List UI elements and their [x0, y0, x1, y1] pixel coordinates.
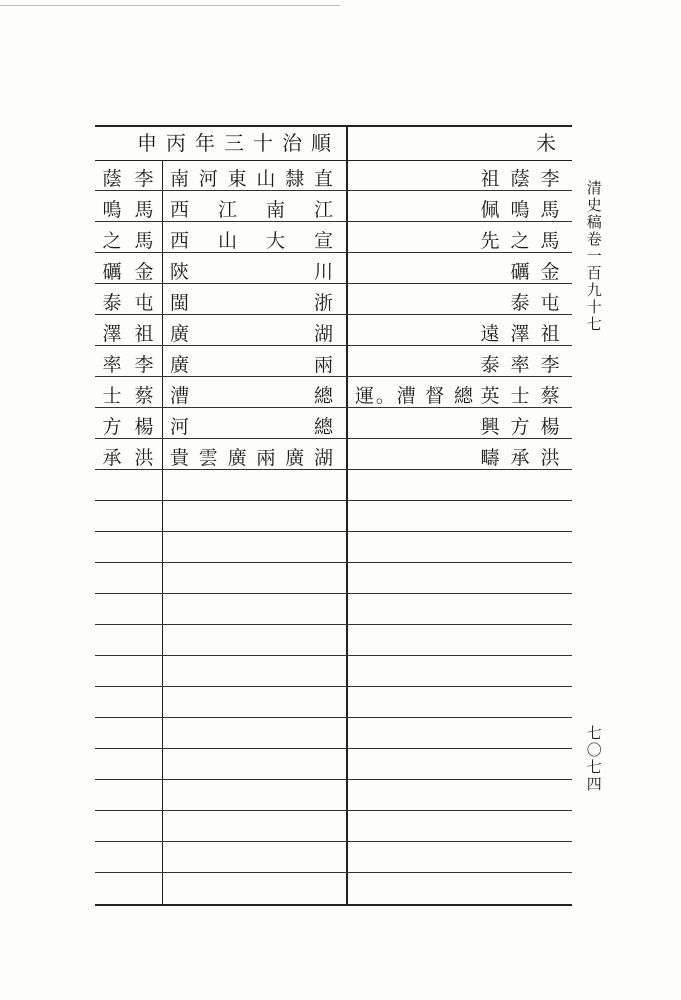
row-rule — [95, 407, 572, 408]
left-name-char-1: 之 — [102, 230, 122, 252]
right-name-char-1: 士 — [510, 385, 530, 407]
row-rule — [95, 531, 572, 532]
left-post-text: 河 總 — [170, 416, 335, 438]
right-post-text: 運。漕 督 總 — [355, 385, 473, 407]
left-name-char-1: 士 — [102, 385, 122, 407]
page-title: 清史稿卷一百九十七 — [584, 180, 603, 333]
row-rule — [95, 190, 572, 191]
left-name-char-2: 李 — [134, 354, 154, 376]
right-name-char-1: 礪 — [510, 261, 530, 283]
left-post-text: 西 江 南 江 — [170, 199, 335, 221]
right-name-char-2: 李 — [540, 354, 560, 376]
right-name-char-2: 楊 — [540, 416, 560, 438]
right-name-char-1: 方 — [510, 416, 530, 438]
left-name-char-2: 楊 — [134, 416, 154, 438]
scan-top-line — [0, 5, 340, 6]
left-name-char-2: 洪 — [134, 447, 154, 469]
right-header-text: 未 — [536, 131, 565, 155]
row-rule — [95, 345, 572, 346]
row-rule — [95, 500, 572, 501]
left-name-char-2: 李 — [134, 168, 154, 190]
right-name-char-2: 洪 — [540, 447, 560, 469]
row-rule — [95, 624, 572, 625]
left-post-text: 漕 總 — [170, 385, 335, 407]
right-name-char-3: 先 — [480, 230, 500, 252]
right-name-char-2: 馬 — [540, 199, 560, 221]
row-rule — [95, 469, 572, 470]
right-name-char-2: 屯 — [540, 292, 560, 314]
left-post-text: 貴雲廣兩廣湖 — [170, 447, 335, 469]
row-rule — [95, 872, 572, 873]
left-name-char-2: 蔡 — [134, 385, 154, 407]
left-post-text: 陝 川 — [170, 261, 335, 283]
left-name-char-1: 蔭 — [102, 168, 122, 190]
left-name-char-2: 金 — [134, 261, 154, 283]
right-name-char-2: 祖 — [540, 323, 560, 345]
right-name-char-2: 金 — [540, 261, 560, 283]
left-col-divider — [162, 161, 163, 904]
left-name-char-1: 方 — [102, 416, 122, 438]
left-post-text: 閩 浙 — [170, 292, 335, 314]
left-name-char-1: 承 — [102, 447, 122, 469]
center-divider — [346, 125, 348, 904]
table-header-rule — [95, 160, 572, 161]
right-name-char-1: 泰 — [510, 292, 530, 314]
row-rule — [95, 779, 572, 780]
row-rule — [95, 562, 572, 563]
left-name-char-1: 澤 — [102, 323, 122, 345]
left-name-char-2: 馬 — [134, 199, 154, 221]
left-name-char-2: 祖 — [134, 323, 154, 345]
table-top-border — [95, 125, 572, 127]
right-name-char-3: 英 — [480, 385, 500, 407]
left-post-text: 廣 湖 — [170, 323, 335, 345]
right-name-char-1: 澤 — [510, 323, 530, 345]
page-number: 七〇七四 — [584, 725, 603, 793]
right-name-char-2: 馬 — [540, 230, 560, 252]
right-name-char-1: 蔭 — [510, 168, 530, 190]
left-name-char-1: 泰 — [102, 292, 122, 314]
right-name-char-1: 承 — [510, 447, 530, 469]
row-rule — [95, 221, 572, 222]
left-name-char-1: 礪 — [102, 261, 122, 283]
right-name-char-2: 蔡 — [540, 385, 560, 407]
left-post-text: 南河東山隸直 — [170, 168, 335, 190]
right-name-char-3: 佩 — [480, 199, 500, 221]
right-name-char-1: 鳴 — [510, 199, 530, 221]
row-rule — [95, 748, 572, 749]
right-name-char-3: 祖 — [480, 168, 500, 190]
row-rule — [95, 376, 572, 377]
right-name-char-3: 疇 — [480, 447, 500, 469]
left-name-char-1: 鳴 — [102, 199, 122, 221]
right-name-char-1: 率 — [510, 354, 530, 376]
right-name-char-3: 遠 — [480, 323, 500, 345]
left-header-text: 申丙年三十治順 — [137, 131, 340, 155]
right-name-char-3: 泰 — [480, 354, 500, 376]
row-rule — [95, 841, 572, 842]
row-rule — [95, 593, 572, 594]
row-rule — [95, 314, 572, 315]
row-rule — [95, 283, 572, 284]
left-post-text: 廣 兩 — [170, 354, 335, 376]
right-name-char-3: 興 — [480, 416, 500, 438]
right-name-char-2: 李 — [540, 168, 560, 190]
row-rule — [95, 252, 572, 253]
row-rule — [95, 717, 572, 718]
left-name-char-1: 率 — [102, 354, 122, 376]
row-rule — [95, 438, 572, 439]
row-rule — [95, 810, 572, 811]
left-name-char-2: 馬 — [134, 230, 154, 252]
right-name-char-1: 之 — [510, 230, 530, 252]
left-name-char-2: 屯 — [134, 292, 154, 314]
row-rule — [95, 686, 572, 687]
row-rule — [95, 655, 572, 656]
left-post-text: 西 山 大 宣 — [170, 230, 335, 252]
table-bottom-border — [95, 904, 572, 906]
